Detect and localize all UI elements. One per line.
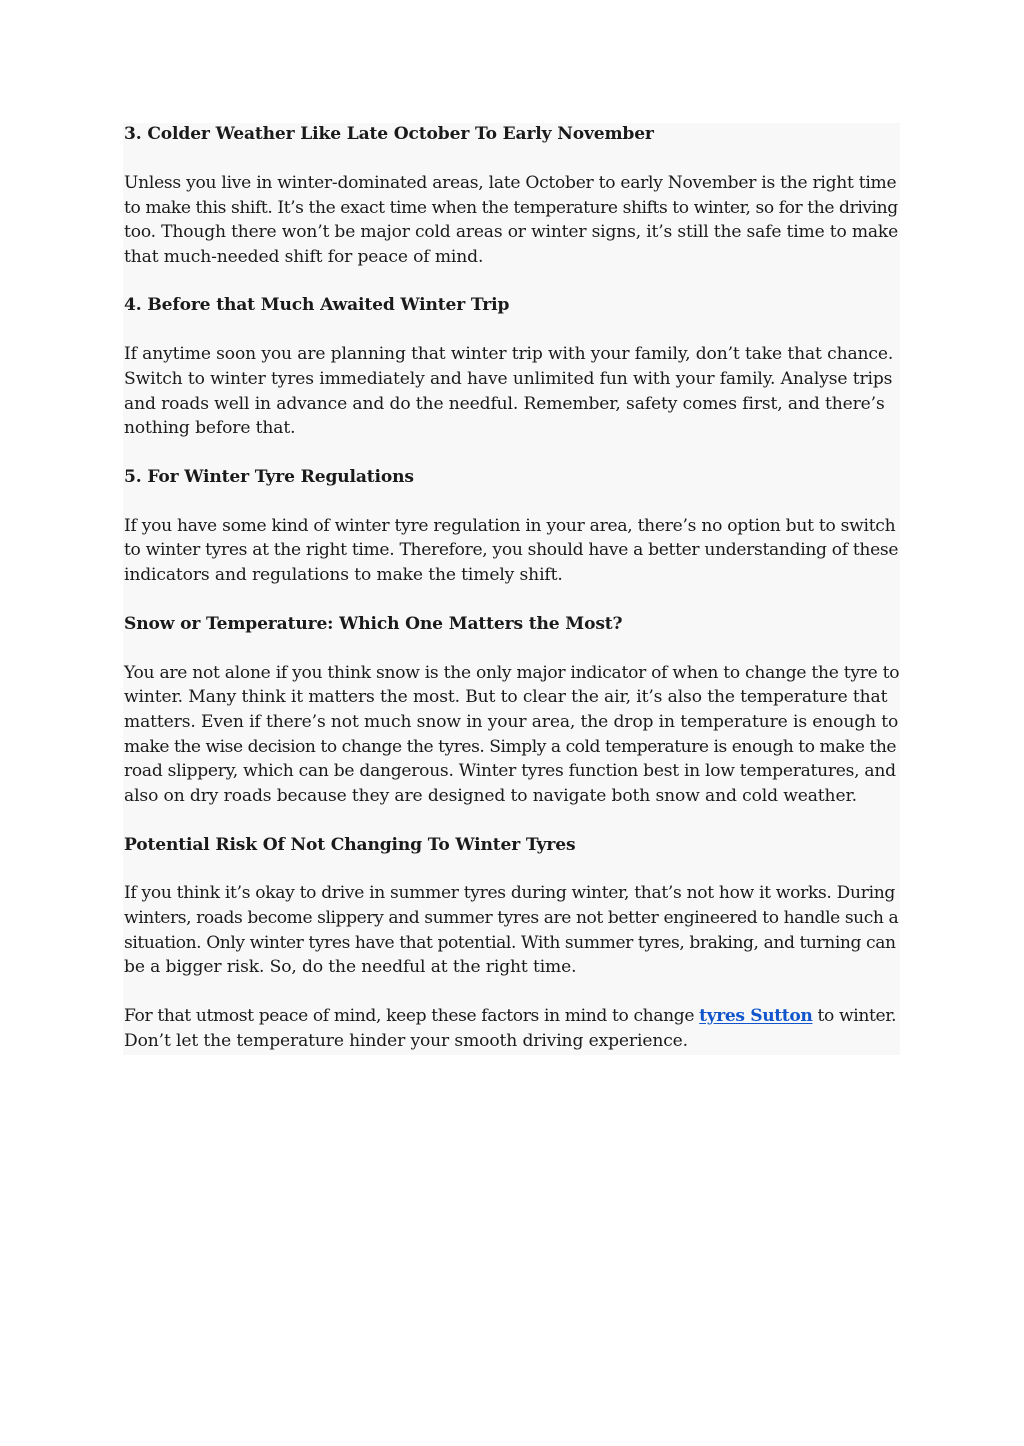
section-heading: 4. Before that Much Awaited Winter Trip: [124, 295, 510, 315]
paragraph-line: If you have some kind of winter tyre regulation in your area, there’s no option but to switch: [124, 516, 896, 536]
paragraph-line: You are not alone if you think snow is the only major indicator of when to change the tyre to: [124, 663, 900, 683]
paragraph-line: nothing before that.: [124, 418, 296, 438]
paragraph-line: Unless you live in winter-dominated areas, late October to early November is the right time: [124, 173, 897, 193]
paragraph-line: too. Though there won’t be major cold areas or winter signs, it’s still the safe time to make: [124, 222, 899, 242]
section-heading: 5. For Winter Tyre Regulations: [124, 467, 414, 487]
paragraph-line: road slippery, which can be dangerous. Winter tyres function best in low temperatures, and: [124, 761, 896, 781]
paragraph-line: Switch to winter tyres immediately and have unlimited fun with your family. Analyse trips: [124, 369, 893, 389]
tyres-sutton-link[interactable]: tyres Sutton: [699, 1006, 813, 1026]
section-heading: Snow or Temperature: Which One Matters the Most?: [124, 614, 623, 634]
section-heading: 3. Colder Weather Like Late October To Early November: [124, 124, 654, 144]
closing-text-after: to winter.: [812, 1006, 897, 1026]
paragraph-line: winter. Many think it matters the most. But to clear the air, it’s also the temperature that: [124, 687, 888, 707]
section-heading: Potential Risk Of Not Changing To Winter Tyres: [124, 835, 576, 855]
paragraph-line: and roads well in advance and do the needful. Remember, safety comes first, and there’s: [124, 394, 885, 414]
paragraph-line: also on dry roads because they are designed to navigate both snow and cold weather.: [124, 786, 857, 806]
closing-line: Don’t let the temperature hinder your smooth driving experience.: [124, 1031, 688, 1051]
paragraph-line: that much-needed shift for peace of mind.: [124, 247, 484, 267]
paragraph-line: situation. Only winter tyres have that potential. With summer tyres, braking, and turning can: [124, 933, 896, 953]
paragraph-line: to make this shift. It’s the exact time when the temperature shifts to winter, so for the driving: [124, 198, 898, 218]
paragraph-line: indicators and regulations to make the timely shift.: [124, 565, 563, 585]
article-content: [123, 123, 900, 1055]
paragraph-line: matters. Even if there’s not much snow in your area, the drop in temperature is enough to: [124, 712, 899, 732]
closing-line: [124, 1004, 896, 1029]
paragraph-line: If you think it’s okay to drive in summer tyres during winter, that’s not how it works. During: [124, 883, 896, 903]
paragraph-line: If anytime soon you are planning that winter trip with your family, don’t take that chance.: [124, 344, 894, 364]
paragraph-line: to winter tyres at the right time. Therefore, you should have a better understanding of these: [124, 540, 899, 560]
paragraph-line: make the wise decision to change the tyres. Simply a cold temperature is enough to make the: [124, 737, 897, 757]
closing-text-before: For that utmost peace of mind, keep these factors in mind to change: [124, 1006, 700, 1026]
paragraph-line: winters, roads become slippery and summer tyres are not better engineered to handle such a: [124, 908, 899, 928]
paragraph-line: be a bigger risk. So, do the needful at the right time.: [124, 957, 577, 977]
